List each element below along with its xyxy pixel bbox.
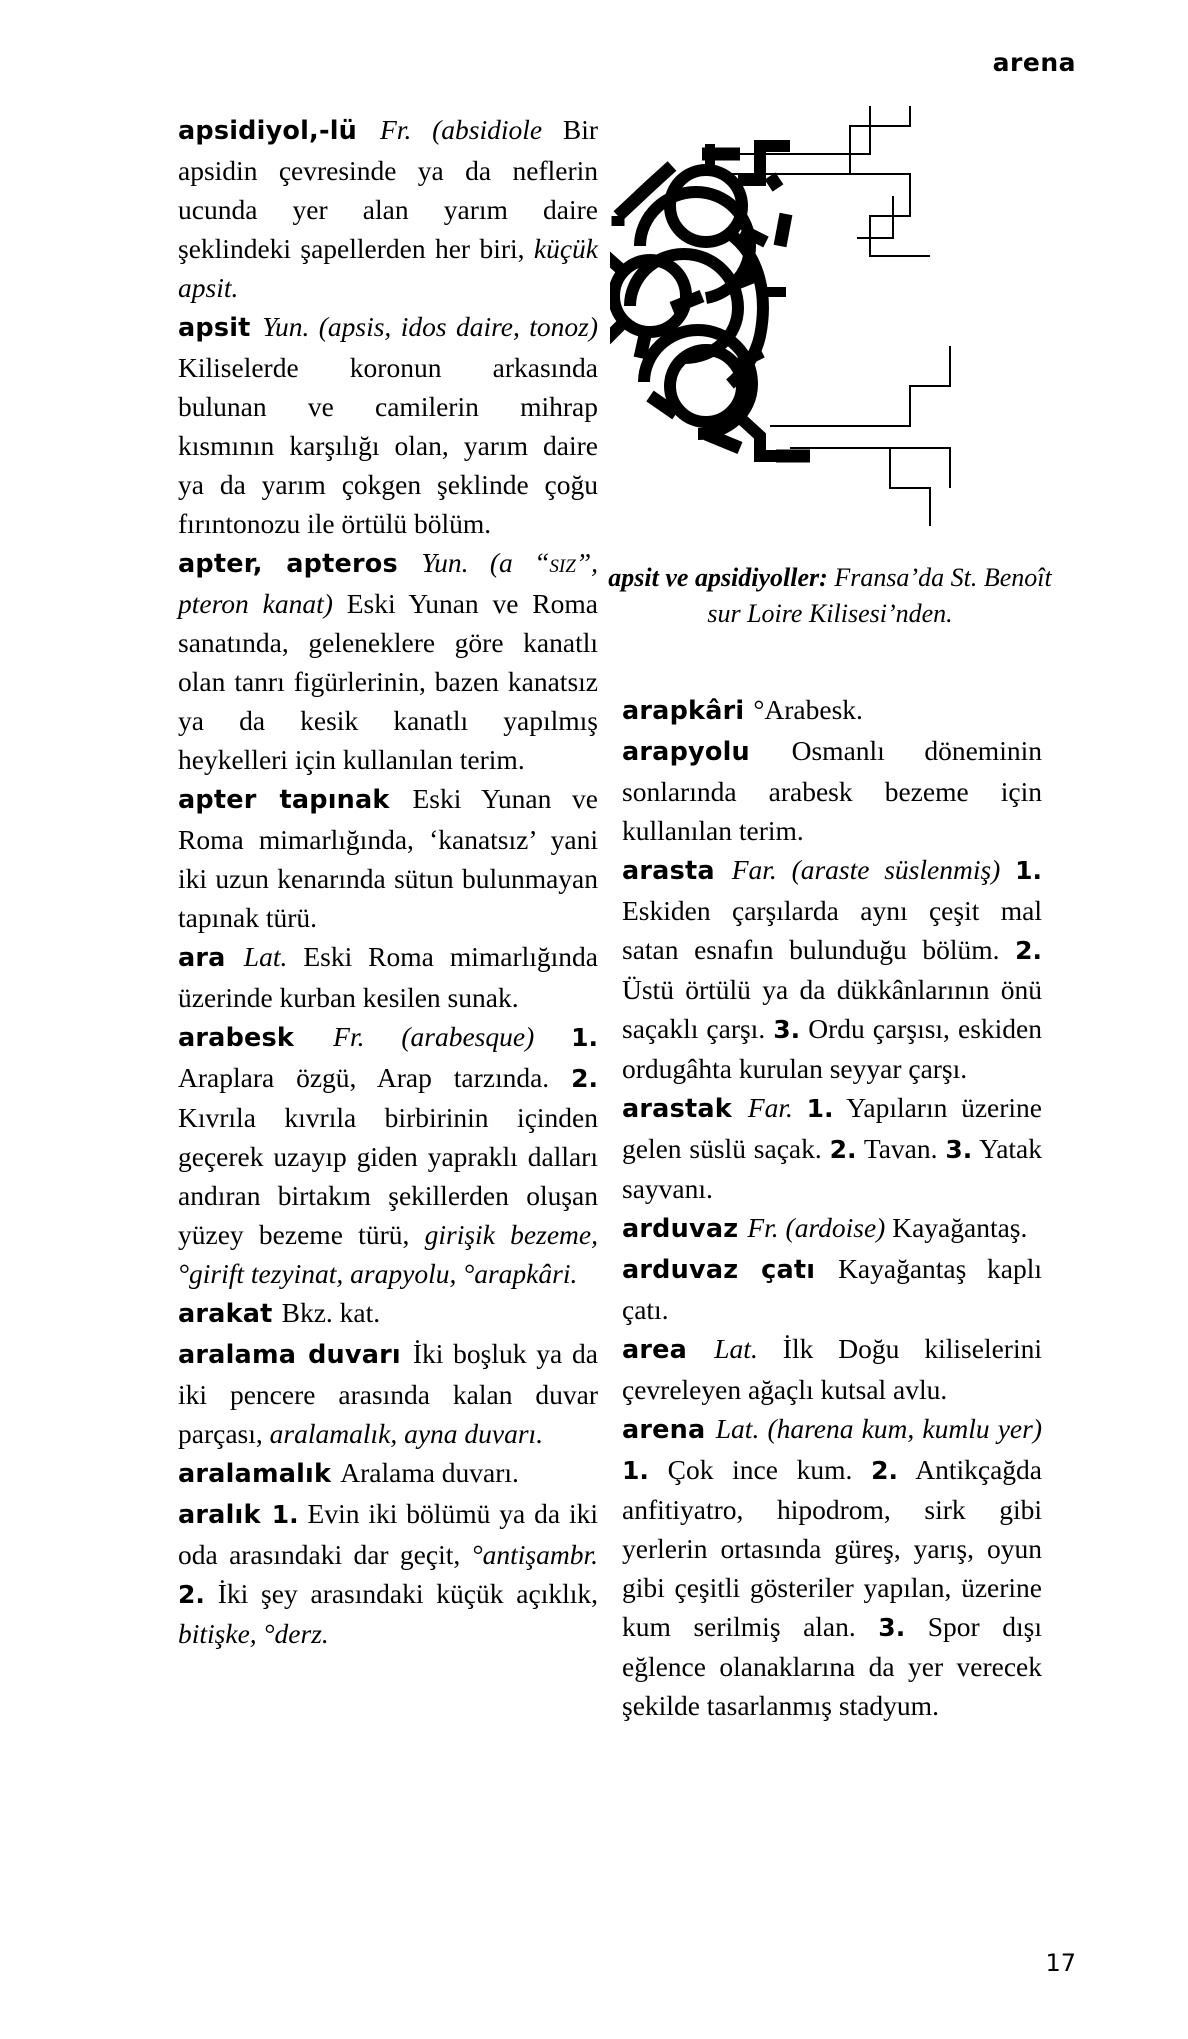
dictionary-entry	[178, 543, 598, 779]
entry-definition: Lat. Eski Roma mimarlığında üzerinde kurban kesilen sunak.	[178, 941, 599, 1013]
dictionary-entry	[178, 1494, 598, 1653]
dictionary-entry	[622, 1329, 1042, 1409]
entry-definition: Kayağantaş kaplı çatı.	[622, 1253, 1042, 1325]
entry-headword: ara	[178, 943, 244, 973]
entry-headword: apter, apteros	[178, 549, 422, 579]
dictionary-entry	[178, 307, 598, 543]
entry-headword: arasta	[622, 856, 732, 886]
entry-headword: apter tapınak	[178, 785, 413, 815]
dictionary-entry	[622, 690, 1042, 731]
left-column	[178, 110, 598, 1653]
entry-definition: °Arabesk.	[753, 694, 863, 725]
dictionary-entry	[622, 731, 1042, 850]
figure-caption-body: Fransa’da St. Benoît sur Loire Kilisesi’nden.	[707, 563, 1052, 628]
dictionary-entry	[178, 937, 598, 1017]
dictionary-entry	[178, 779, 598, 937]
entry-definition: Far. 1. Yapıların üzerine gelen süslü saçak. 2. Tavan. 3. Yatak sayvanı.	[622, 1092, 1043, 1204]
entry-headword: arena	[622, 1415, 716, 1445]
dictionary-entry	[178, 1453, 598, 1494]
entry-headword: arduvaz çatı	[622, 1255, 839, 1285]
entry-headword: arapyolu	[622, 737, 792, 767]
right-column	[622, 690, 1042, 1725]
entry-definition: Lat. İlk Doğu kiliselerini çevreleyen ağaçlı kutsal avlu.	[622, 1333, 1042, 1405]
entry-definition: 1. Evin iki bölümü ya da iki oda arasındaki dar geçit, °antişambr. 2. İki şey arasındaki küçük açıklık, bitişke, °derz.	[178, 1498, 598, 1649]
apsit-plan-svg	[610, 96, 1060, 576]
entry-headword: apsidiyol,-lü	[178, 116, 380, 146]
entry-definition: Eski Yunan ve Roma mimarlığında, ‘kanatsız’ yani iki uzun kenarında sütun bulunmayan tapınak türü.	[178, 783, 598, 933]
page-number: 17	[1045, 1949, 1076, 1977]
entry-headword: aralamalık	[178, 1459, 341, 1489]
entry-headword: arduvaz	[622, 1214, 748, 1244]
entry-headword: apsit	[178, 313, 263, 343]
entry-headword: arabesk	[178, 1023, 334, 1053]
entry-definition: Fr. (ardoise) Kayağantaş.	[747, 1212, 1028, 1243]
entry-definition: Osmanlı döneminin sonlarında arabesk bezeme için kullanılan terim.	[622, 735, 1042, 846]
entry-definition: Aralama duvarı.	[340, 1457, 519, 1488]
entry-headword: area	[622, 1335, 715, 1365]
figure-caption-title: apsit ve apsidiyoller:	[608, 563, 828, 592]
entry-headword: arastak	[622, 1094, 748, 1124]
entry-definition: İki boşluk ya da iki pencere arasında kalan duvar parçası, aralamalık, ayna duvarı.	[178, 1338, 598, 1449]
entry-definition: Bkz. kat.	[281, 1297, 381, 1328]
dictionary-entry	[622, 850, 1042, 1088]
dictionary-entry	[178, 1334, 598, 1453]
entry-definition: Far. (araste süslenmiş) 1. Eskiden çarşılarda aynı çeşit mal satan esnafın bulunduğu bölüm. 2. Üstü örtülü ya da dükkânlarının önü saçaklı çarşı. 3. Ordu çarşısı, eskiden ordugâhta kurulan seyyar çarşı.	[622, 854, 1043, 1084]
dictionary-entry	[622, 1208, 1042, 1249]
entry-definition: Yun. (apsis, idos daire, tonoz) Kiliselerde koronun arkasında bulunan ve camilerin mihrap kısmının karşılığı olan, yarım daire ya da yarım çokgen şeklinde çoğu fırıntonozu ile örtülü bölüm.	[178, 311, 599, 539]
entry-definition: Yun. (a “sız”, pteron kanat) Eski Yunan ve Roma sanatında, geleneklere göre kanatlı olan tanrı figürlerinin, bazen kanatsız ya da kesik kanatlı yapılmış heykelleri için kullanılan terim.	[178, 547, 598, 775]
entry-headword: aralık	[178, 1500, 272, 1530]
dictionary-entry	[622, 1249, 1042, 1329]
dictionary-entry	[622, 1409, 1042, 1725]
entry-definition: Lat. (harena kum, kumlu yer) 1. Çok ince kum. 2. Antikçağda anfitiyatro, hipodrom, sirk gibi yerlerin ortasında güreş, yarış, oyun gibi çeşitli gösteriler yapılan, üzerine kum serilmiş alan. 3. Spor dışı eğlence olanaklarına da yer verecek şekilde tasarlanmış stadyum.	[622, 1413, 1042, 1721]
dictionary-entry	[622, 1088, 1042, 1208]
entry-definition: Fr. (absidiole Bir apsidin çevresinde ya da neflerin ucunda yer alan yarım daire şeklindeki şapellerden her biri, küçük apsit.	[178, 114, 598, 303]
entry-headword: arakat	[178, 1299, 282, 1329]
dictionary-entry	[178, 110, 598, 307]
dictionary-entry	[178, 1293, 598, 1334]
running-head: arena	[992, 48, 1076, 77]
dictionary-entry	[178, 1017, 598, 1293]
apsit-plan-diagram	[610, 96, 1060, 576]
entry-headword: aralama duvarı	[178, 1340, 413, 1370]
entry-definition: Fr. (arabesque) 1. Araplara özgü, Arap tarzında. 2. Kıvrıla kıvrıla birbirinin içinden geçerek uzayıp giden yapraklı dalları andıran birtakım şekillerden oluşan yüzey bezeme türü, girişik bezeme, °girift tezyinat, arapyolu, °arapkâri.	[178, 1021, 599, 1289]
entry-headword: arapkâri	[622, 696, 754, 726]
figure-caption	[600, 560, 1060, 632]
